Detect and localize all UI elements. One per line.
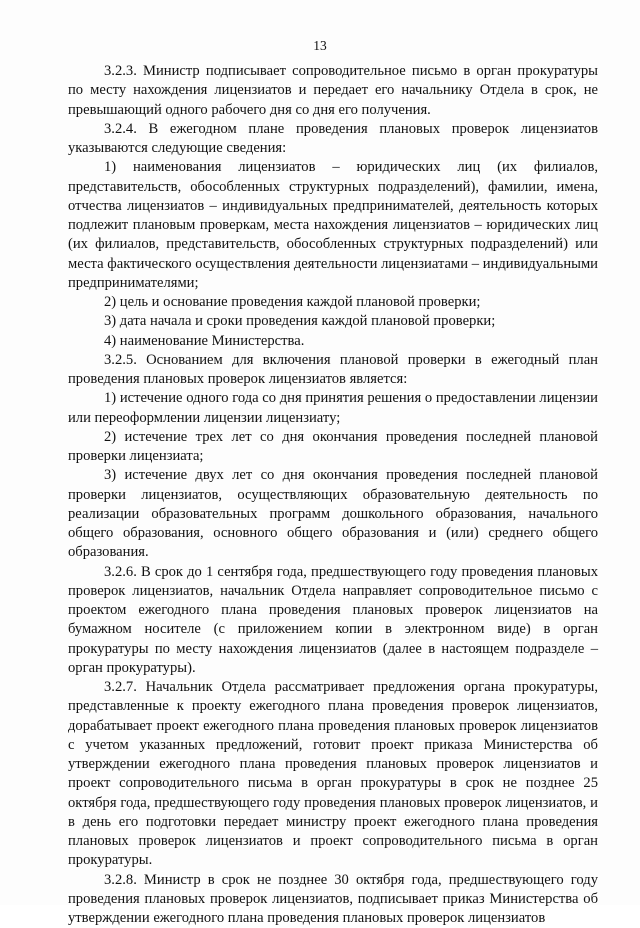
paragraph-3-2-8: 3.2.8. Министр в срок не позднее 30 октября года, предшествующего году проведения плановых проверок лицензиатов, подписывает приказ Министерства об утверждении ежегодного плана проведения плановых проверок лицензиатов — [68, 871, 598, 928]
basis-item-3: 3) истечение двух лет со дня окончания проведения последней плановой проверки лицензиатов, осуществляющих образовательную деятельность по реализации образовательных программ дошкольного образования, начального общего образования, основного общего образования и (или) среднего общего образования. — [68, 466, 598, 562]
basis-item-1: 1) истечение одного года со дня принятия решения о предоставлении лицензии или переоформлении лицензии лицензиату; — [68, 389, 598, 428]
list-item-4: 4) наименование Министерства. — [68, 332, 598, 351]
basis-item-2: 2) истечение трех лет со дня окончания проведения последней плановой проверки лицензиата; — [68, 428, 598, 467]
paragraph-3-2-6: 3.2.6. В срок до 1 сентября года, предшествующего году проведения плановых проверок лицензиатов, начальник Отдела направляет сопроводительное письмо с проектом ежегодного плана проведения плановых проверок лицензиатов на бумажном носителе (с приложением копии в электронном виде) в орган прокуратуры по месту нахождения лицензиатов (далее в настоящем подразделе – орган прокуратуры). — [68, 563, 598, 679]
list-item-1: 1) наименования лицензиатов – юридических лиц (их филиалов, представительств, обособленных структурных подразделений), фамилии, имена, отчества лицензиатов – индивидуальных предпринимателей, деятельность которых подлежит плановым проверкам, места нахождения лицензиатов – юридических лиц (их филиалов, представительств, обособленных структурных подразделений) или места фактического осуществления деятельности лицензиатами – индивидуальными предпринимателями; — [68, 158, 598, 293]
list-item-2: 2) цель и основание проведения каждой плановой проверки; — [68, 293, 598, 312]
paragraph-3-2-4: 3.2.4. В ежегодном плане проведения плановых проверок лицензиатов указываются следующие сведения: — [68, 120, 598, 159]
document-body — [68, 62, 598, 928]
paragraph-3-2-5: 3.2.5. Основанием для включения плановой проверки в ежегодный план проведения плановых проверок лицензиатов является: — [68, 351, 598, 390]
paragraph-3-2-7: 3.2.7. Начальник Отдела рассматривает предложения органа прокуратуры, представленные к проекту ежегодного плана проведения проверок лицензиатов, дорабатывает проект ежегодного плана проведения плановых проверок лицензиатов с учетом указанных предложений, готовит проект приказа Министерства об утверждении ежегодного плана проведения плановых проверок лицензиатов и проект сопроводительного письма в орган прокуратуры в срок не позднее 25 октября года, предшествующего году проведения плановых проверок лицензиатов, и в день его подготовки передает министру проект ежегодного плана проведения плановых проверок лицензиатов и проект сопроводительного письма в орган прокуратуры. — [68, 678, 598, 871]
page-number: 13 — [0, 38, 640, 54]
paragraph-3-2-3: 3.2.3. Министр подписывает сопроводительное письмо в орган прокуратуры по месту нахождения лицензиатов и передает его начальнику Отдела в срок, не превышающий одного рабочего дня со дня его получения. — [68, 62, 598, 120]
list-item-3: 3) дата начала и сроки проведения каждой плановой проверки; — [68, 312, 598, 331]
